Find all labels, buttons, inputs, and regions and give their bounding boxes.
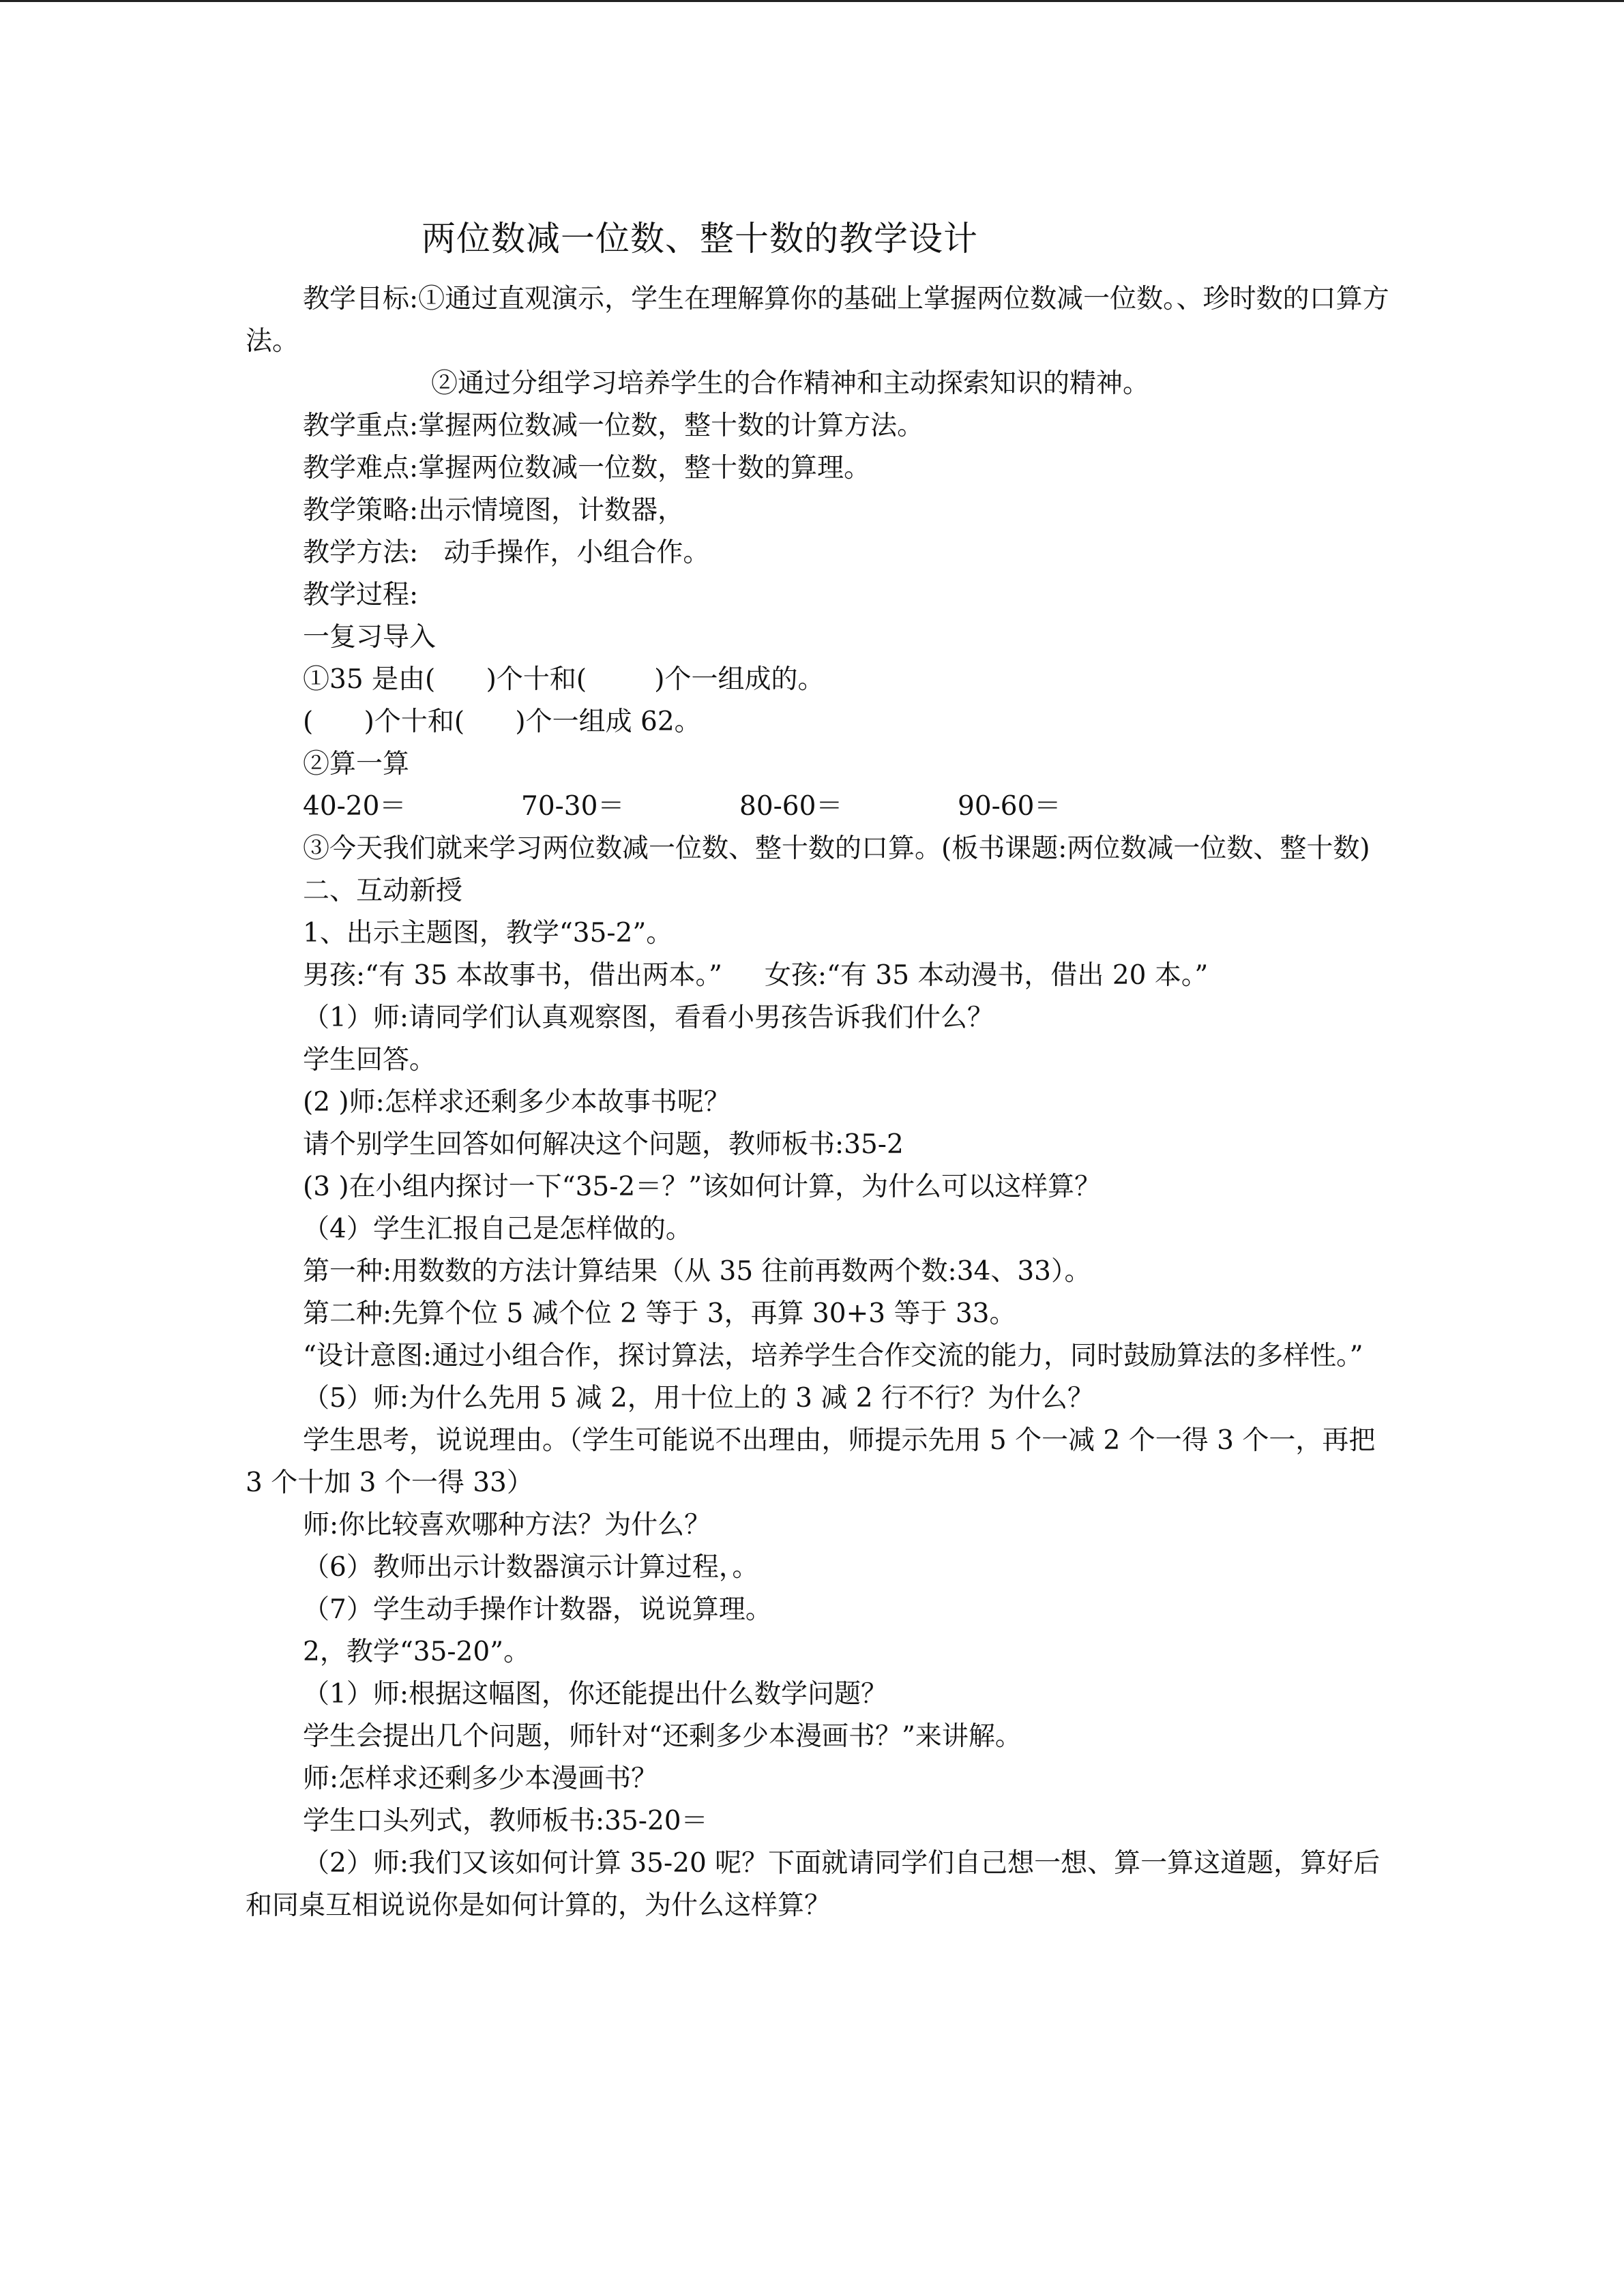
new-lesson-heading: 二、互动新授 (303, 876, 463, 906)
step-line: 1、出示主题图，教学“35-2”。 (303, 918, 673, 949)
review-intro-heading: 一复习导入 (303, 622, 437, 653)
review-question-3: ②算一算 (303, 749, 410, 779)
step-line: （6）教师出示计数器演示计算过程，。 (303, 1552, 759, 1583)
step-line: (2 )师:怎样求还剩多少本故事书呢？ (303, 1087, 730, 1118)
calc-item: 70-30＝ (521, 791, 625, 822)
teaching-goal-1: 教学目标:①通过直观演示，学生在理解算你的基础上掌握两位数减一位数。、珍时数的口算方法。 (246, 284, 1389, 357)
step-line: （1）师:请同学们认真观察图，看看小男孩告诉我们什么？ (303, 1002, 994, 1033)
step-line: 男孩:“有 35 本故事书，借出两本。” 女孩:“有 35 本动漫书，借出 20 本。” (303, 960, 1209, 991)
calc-item: 40-20＝ (303, 791, 407, 822)
step-line: 学生回答。 (303, 1045, 437, 1075)
design-intent: “设计意图:通过小组合作，探讨算法，培养学生合作交流的能力，同时鼓励算法的多样性。” (303, 1341, 1363, 1371)
review-question-2: ( )个十和( )个一组成 62。 (303, 706, 701, 737)
step-line: 第一种:用数数的方法计算结果（从 35 往前再数两个数:34、33）。 (303, 1256, 1091, 1287)
step-line: （7）学生动手操作计数器，说说算理。 (303, 1594, 772, 1625)
step-line: （5）师:为什么先用 5 减 2，用十位上的 3 减 2 行不行？为什么？ (303, 1383, 1094, 1414)
step-line: 师:你比较喜欢哪种方法？为什么？ (303, 1510, 711, 1540)
step-line: （2）师:我们又该如何计算 35-20 呢？下面就请同学们自己想一想、算一算这道题，算好后和同桌互相说说你是如何计算的，为什么这样算？ (246, 1848, 1381, 1921)
step-line: 第二种:先算个位 5 减个位 2 等于 3，再算 30+3 等于 33。 (303, 1298, 1016, 1329)
step-line: （1）师:根据这幅图，你还能提出什么数学问题？ (303, 1679, 887, 1710)
step-line: 学生口头列式，教师板书:35-20＝ (303, 1806, 708, 1836)
teaching-difficulty: 教学难点:掌握两位数减一位数，整十数的算理。 (303, 453, 871, 483)
document-title: 两位数减一位数、整十数的教学设计 (422, 219, 978, 258)
calculation-row (246, 786, 1391, 828)
top-border-line (0, 0, 1624, 2)
step-line: 学生会提出几个问题，师针对“还剩多少本漫画书？”来讲解。 (303, 1721, 1022, 1752)
teaching-method: 教学方法: 动手操作，小组合作。 (303, 537, 710, 568)
review-question-1: ①35 是由( )个十和( )个一组成的。 (303, 664, 825, 695)
step-line: 2，教学“35-20”。 (303, 1637, 531, 1667)
teaching-goal-2: ②通过分组学习培养学生的合作精神和主动探索知识的精神。 (431, 368, 1150, 399)
step-line: 请个别学生回答如何解决这个问题，教师板书:35-2 (303, 1129, 904, 1160)
step-line: 师:怎样求还剩多少本漫画书？ (303, 1763, 658, 1794)
teaching-strategy: 教学策略:出示情境图，计数器， (303, 495, 685, 526)
review-question-4: ③今天我们就来学习两位数减一位数、整十数的口算。(板书课题:两位数减一位数、整十数) (303, 833, 1370, 864)
calc-item: 80-60＝ (739, 791, 843, 822)
teaching-process: 教学过程: (303, 580, 419, 610)
step-line: （4）学生汇报自己是怎样做的。 (303, 1214, 692, 1244)
document-body (246, 278, 1391, 1927)
calc-item: 90-60＝ (958, 791, 1061, 822)
step-line: (3 )在小组内探讨一下“35-2＝？”该如何计算，为什么可以这样算？ (303, 1172, 1102, 1202)
teaching-key-point: 教学重点:掌握两位数减一位数，整十数的计算方法。 (303, 411, 924, 441)
step-line: 学生思考，说说理由。（学生可能说不出理由，师提示先用 5 个一减 2 个一得 3 个一，再把 3 个十加 3 个一得 33） (246, 1425, 1384, 1498)
